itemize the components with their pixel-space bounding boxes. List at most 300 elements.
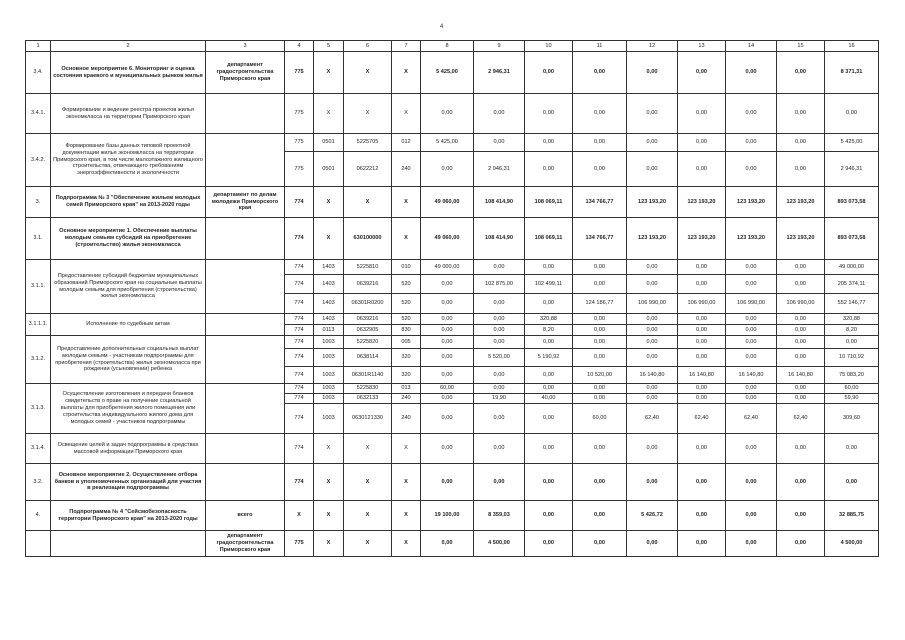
table-cell: 8 371,31 [825, 52, 879, 94]
table-cell: X [344, 187, 392, 218]
column-number-13: 13 [678, 41, 726, 52]
table-cell: 1403 [314, 260, 344, 275]
table-cell: 0,00 [474, 336, 525, 349]
table-cell: 1003 [314, 349, 344, 367]
table-cell: 0,00 [525, 152, 573, 187]
table-cell: 774 [285, 349, 314, 367]
table-cell: 0,00 [726, 464, 777, 501]
table-cell: 520 [392, 314, 421, 325]
table-cell: 4 500,00 [474, 531, 525, 557]
table-cell: 49 000,00 [421, 260, 474, 275]
table-cell: 0,00 [627, 94, 678, 134]
table-cell: X [392, 434, 421, 464]
table-cell: X [392, 501, 421, 531]
table-cell: 123 193,20 [726, 218, 777, 260]
table-cell: 0,00 [525, 434, 573, 464]
table-cell: 3.2. [26, 464, 51, 501]
table-cell: 0,00 [726, 260, 777, 275]
table-cell: 320,88 [825, 314, 879, 325]
table-cell: 320 [392, 349, 421, 367]
page-number: 4 [440, 24, 444, 30]
table-cell: 3.1. [26, 218, 51, 260]
table-cell: 0,00 [726, 501, 777, 531]
table-cell: 62,40 [678, 404, 726, 434]
table-cell: 0,00 [726, 314, 777, 325]
table-cell: 0,00 [777, 52, 825, 94]
table-cell: 013 [392, 384, 421, 394]
table-cell: 8,20 [525, 325, 573, 336]
table-cell: 16 140,80 [678, 367, 726, 384]
table-cell: 10 710,92 [825, 349, 879, 367]
table-cell: 0,00 [627, 314, 678, 325]
table-cell: 0,00 [525, 367, 573, 384]
table-cell: 4 500,00 [825, 531, 879, 557]
table-row [26, 260, 879, 275]
table-cell: Осуществление изготовления и передачи бланков свидетельств о праве на получение социальной выплаты для приобретения жилого помещения или строительства индивидуального жилого дома для молодых семей - участников подпрограммы [51, 384, 206, 434]
table-cell: 134 766,77 [573, 218, 627, 260]
table-cell: 0,00 [573, 394, 627, 404]
table-cell [206, 384, 285, 434]
table-cell: 59,90 [825, 394, 879, 404]
table-cell: X [344, 52, 392, 94]
table-cell: 0,00 [474, 367, 525, 384]
table-cell: 774 [285, 464, 314, 501]
table-cell: X [285, 501, 314, 531]
table-row [26, 531, 879, 557]
table-cell: X [392, 464, 421, 501]
table-cell: 0630121330 [344, 404, 392, 434]
table-cell: 0,00 [678, 531, 726, 557]
table-cell: 0,00 [777, 336, 825, 349]
table-cell: X [344, 94, 392, 134]
table-cell: 893 073,58 [825, 218, 879, 260]
table-cell: 10 520,00 [573, 367, 627, 384]
table-cell: 49 060,00 [421, 187, 474, 218]
column-number-15: 15 [777, 41, 825, 52]
table-cell: 320 [392, 367, 421, 384]
table-cell: 630100000 [344, 218, 392, 260]
table-cell: 0,00 [678, 94, 726, 134]
table-cell: 106 990,00 [627, 294, 678, 314]
table-cell: 0,00 [525, 134, 573, 152]
table-cell: 62,40 [777, 404, 825, 434]
table-cell: 0,00 [573, 275, 627, 294]
table-cell: X [392, 52, 421, 94]
table-cell: 0,00 [777, 325, 825, 336]
table-cell: X [344, 531, 392, 557]
table-cell: 0,00 [678, 434, 726, 464]
table-cell: 40,00 [525, 394, 573, 404]
table-cell: 0,00 [525, 384, 573, 394]
table-cell: 0,00 [678, 275, 726, 294]
table-cell: 0,00 [421, 349, 474, 367]
table-cell [206, 218, 285, 260]
table-cell: Основное мероприятие 1. Обеспечение выплаты молодым семьям субсидий на приобретение (строительство) жилья экономкласса [51, 218, 206, 260]
table-cell: 123 193,20 [678, 187, 726, 218]
table-cell: 0,00 [726, 152, 777, 187]
table-cell: 0,00 [474, 260, 525, 275]
table-cell: 0,00 [825, 336, 879, 349]
table-cell: 124 186,77 [573, 294, 627, 314]
table-cell: 0639216 [344, 275, 392, 294]
table-cell: 5 425,00 [421, 134, 474, 152]
column-number-2: 2 [51, 41, 206, 52]
table-cell: 0,00 [421, 325, 474, 336]
column-number-10: 10 [525, 41, 573, 52]
column-number-6: 6 [344, 41, 392, 52]
table-cell: 0,00 [627, 275, 678, 294]
table-cell: 775 [285, 152, 314, 187]
table-cell: 3. [26, 187, 51, 218]
table-cell: 5 190,92 [525, 349, 573, 367]
table-cell: Предоставление субсидий бюджетам муниципальных образований Приморского края на социальные выплаты молодым семьям для приобретения (строительства) жилья экономкласса [51, 260, 206, 314]
table-cell: 240 [392, 394, 421, 404]
table-cell [206, 464, 285, 501]
table-cell: 0,00 [573, 325, 627, 336]
table-row [26, 501, 879, 531]
table-cell: 0,00 [573, 434, 627, 464]
table-cell: 0,00 [777, 384, 825, 394]
table-cell: 0,00 [777, 152, 825, 187]
table-cell: 0,00 [474, 384, 525, 394]
table-cell: 0,00 [421, 336, 474, 349]
table-cell: 0,00 [525, 501, 573, 531]
column-number-4: 4 [285, 41, 314, 52]
table-cell: X [314, 531, 344, 557]
table-cell: 0,00 [573, 314, 627, 325]
table-cell: 102 499,11 [525, 275, 573, 294]
table-cell: X [392, 94, 421, 134]
table-cell: Формирование базы данных типовой проектной документации жилья экономкласса на территории Приморского края, в том числе малоэтажного жилищного строительства, отвечающего требованиям энергоэффективности и экологичности [51, 134, 206, 187]
table-cell: X [314, 464, 344, 501]
table-row [26, 94, 879, 134]
table-cell: 5 425,00 [825, 134, 879, 152]
table-cell: 0,00 [627, 349, 678, 367]
table-cell: 0,00 [777, 275, 825, 294]
table-cell: 005 [392, 336, 421, 349]
table-cell: 1403 [314, 314, 344, 325]
table-cell: 0,00 [573, 94, 627, 134]
table-cell: 3.1.2. [26, 336, 51, 384]
table-cell: 19 100,00 [421, 501, 474, 531]
table-cell: 49 000,00 [825, 260, 879, 275]
table-cell: 106 990,00 [777, 294, 825, 314]
table-cell: 2 946,31 [825, 152, 879, 187]
table-cell: 774 [285, 187, 314, 218]
table-cell: 0,00 [777, 394, 825, 404]
table-cell: 2 946,31 [474, 152, 525, 187]
table-cell: 0,00 [825, 94, 879, 134]
table-cell: 108 069,11 [525, 218, 573, 260]
column-number-9: 9 [474, 41, 525, 52]
table-cell: X [344, 434, 392, 464]
table-cell: 0,00 [525, 260, 573, 275]
table-cell: 0,00 [777, 501, 825, 531]
table-cell: 893 073,58 [825, 187, 879, 218]
table-cell: 06301R1140 [344, 367, 392, 384]
table-cell: 0,00 [573, 531, 627, 557]
table-cell: 0,00 [777, 260, 825, 275]
table-cell: 2 946,31 [474, 52, 525, 94]
table-cell: 5 520,00 [474, 349, 525, 367]
column-number-14: 14 [726, 41, 777, 52]
table-cell: 0,00 [627, 531, 678, 557]
table-cell: 0,00 [726, 384, 777, 394]
table-cell: 0,00 [777, 349, 825, 367]
table-header-row [26, 41, 879, 52]
column-number-3: 3 [206, 41, 285, 52]
table-cell: 4. [26, 501, 51, 531]
table-cell: 0632133 [344, 394, 392, 404]
table-cell: 0,00 [726, 349, 777, 367]
table-cell: 0,00 [573, 501, 627, 531]
table-cell: 0,00 [777, 314, 825, 325]
table-cell: 774 [285, 394, 314, 404]
table-cell: 0,00 [726, 531, 777, 557]
table-cell: 0,00 [726, 394, 777, 404]
table-cell: 3.4.2. [26, 134, 51, 187]
table-cell: 19,90 [474, 394, 525, 404]
table-cell: 0,00 [573, 349, 627, 367]
table-cell: 0,00 [474, 404, 525, 434]
table-cell: 0,00 [678, 384, 726, 394]
table-cell: 774 [285, 384, 314, 394]
table-cell: 012 [392, 134, 421, 152]
table-cell: 0113 [314, 325, 344, 336]
table-cell: 5225705 [344, 134, 392, 152]
table-cell: 108 414,90 [474, 218, 525, 260]
table-cell: 3.4.1. [26, 94, 51, 134]
table-cell: X [314, 501, 344, 531]
table-cell: департамент по делам молодежи Приморского края [206, 187, 285, 218]
table-cell: 16 140,80 [726, 367, 777, 384]
table-cell: 0,00 [573, 336, 627, 349]
table-cell: 0,00 [678, 325, 726, 336]
table-cell: 0,00 [777, 434, 825, 464]
table-cell: 0,00 [474, 294, 525, 314]
column-number-11: 11 [573, 41, 627, 52]
table-cell: 134 766,77 [573, 187, 627, 218]
table-row [26, 52, 879, 94]
table-cell [206, 434, 285, 464]
table-cell: 520 [392, 294, 421, 314]
table-cell: X [314, 52, 344, 94]
table-cell: 309,60 [825, 404, 879, 434]
table-cell: 0,00 [474, 434, 525, 464]
table-cell: 0,00 [627, 434, 678, 464]
table-cell: 5225810 [344, 260, 392, 275]
table-cell: 775 [285, 134, 314, 152]
table-cell: Подпрограмма № 4 "Сейсмобезопасность территории Приморского края" на 2013-2020 годы [51, 501, 206, 531]
table-cell: 0,00 [678, 134, 726, 152]
table-cell: 0,00 [525, 531, 573, 557]
table-row [26, 384, 879, 394]
table-cell: 123 193,20 [777, 187, 825, 218]
table-cell: 0,00 [777, 464, 825, 501]
table-cell: 774 [285, 260, 314, 275]
table-cell: 5 425,00 [421, 52, 474, 94]
table-cell: 0,00 [421, 367, 474, 384]
table-cell: 0632905 [344, 325, 392, 336]
table-cell [206, 134, 285, 187]
table-cell: Исполнение по судебным актам [51, 314, 206, 336]
table-cell: 240 [392, 152, 421, 187]
table-cell: 8 359,03 [474, 501, 525, 531]
table-cell: 0,00 [627, 384, 678, 394]
table-cell: 3.1.1.1. [26, 314, 51, 336]
table-cell: 3.1.1. [26, 260, 51, 314]
table-cell: 0,00 [525, 94, 573, 134]
table-cell: 0,00 [726, 336, 777, 349]
table-cell: 0,00 [627, 464, 678, 501]
table-cell [206, 260, 285, 314]
table-cell: 16 140,80 [777, 367, 825, 384]
table-cell: X [344, 464, 392, 501]
table-cell: Основное мероприятие 6. Мониторинг и оценка состояния краевого и муниципальных рынков жилья [51, 52, 206, 94]
table-cell: 774 [285, 325, 314, 336]
table-cell: 0,00 [726, 434, 777, 464]
table-cell: 0501 [314, 152, 344, 187]
table-cell: 0622212 [344, 152, 392, 187]
table-cell: 1003 [314, 384, 344, 394]
table-cell: 0,00 [573, 152, 627, 187]
table-cell: 0,00 [421, 314, 474, 325]
table-cell: 0,00 [525, 404, 573, 434]
table-cell: 0,00 [474, 314, 525, 325]
table-cell: 0,00 [726, 94, 777, 134]
table-cell: 774 [285, 314, 314, 325]
table-cell: 0,00 [421, 94, 474, 134]
table-cell: 123 193,20 [678, 218, 726, 260]
table-cell: 0,00 [825, 464, 879, 501]
table-cell: 0,00 [421, 394, 474, 404]
table-cell: 1003 [314, 367, 344, 384]
table-cell: 123 193,20 [627, 187, 678, 218]
table-cell: 774 [285, 367, 314, 384]
table-cell: 0,00 [627, 152, 678, 187]
table-cell: X [314, 218, 344, 260]
table-cell: 0,00 [627, 134, 678, 152]
table-cell: 3.1.3. [26, 384, 51, 434]
table-cell: 0,00 [678, 336, 726, 349]
table-cell: 16 140,80 [627, 367, 678, 384]
table-cell: 0638114 [344, 349, 392, 367]
table-row [26, 434, 879, 464]
table-cell: 774 [285, 404, 314, 434]
table-cell: 0,00 [421, 531, 474, 557]
table-cell: 0,00 [627, 325, 678, 336]
table-cell: Предоставление дополнительных социальных выплат молодым семьям - участникам подпрограммы для приобретения (строительства) жилья экономкласса при рождении (усыновлении) ребенка [51, 336, 206, 384]
table-cell: 3.1.4. [26, 434, 51, 464]
table-cell: 0,00 [573, 260, 627, 275]
table-row [26, 187, 879, 218]
table-cell: 010 [392, 260, 421, 275]
table-cell: 774 [285, 294, 314, 314]
table-cell: 774 [285, 336, 314, 349]
column-number-1: 1 [26, 41, 51, 52]
table-cell: 0,00 [678, 501, 726, 531]
table-cell: 830 [392, 325, 421, 336]
table-cell: 1003 [314, 394, 344, 404]
table-cell [206, 314, 285, 336]
column-number-8: 8 [421, 41, 474, 52]
table-cell: 75 083,20 [825, 367, 879, 384]
table-cell: 0,00 [525, 294, 573, 314]
table-cell: департамент градостроительства Приморского края [206, 52, 285, 94]
table-cell: департамент градостроительства Приморского края [206, 531, 285, 557]
table-cell: 552 146,77 [825, 294, 879, 314]
table-cell: 0,00 [421, 275, 474, 294]
budget-table [25, 40, 879, 557]
table-cell: 520 [392, 275, 421, 294]
table-cell: 108 414,90 [474, 187, 525, 218]
table-cell: 0,00 [421, 434, 474, 464]
table-cell: 0,00 [678, 349, 726, 367]
table-cell: 0,00 [474, 325, 525, 336]
table-cell: 0,00 [825, 434, 879, 464]
table-cell: X [392, 218, 421, 260]
table-cell: 06301R0200 [344, 294, 392, 314]
table-cell: 775 [285, 94, 314, 134]
table-cell: 60,00 [573, 404, 627, 434]
table-cell: 102 875,00 [474, 275, 525, 294]
table-row [26, 336, 879, 349]
table-cell: 60,00 [421, 384, 474, 394]
table-cell: 0,00 [726, 52, 777, 94]
table-cell: 0,00 [421, 404, 474, 434]
table-cell: 0,00 [573, 464, 627, 501]
table-cell: 0,00 [678, 260, 726, 275]
table-cell: X [314, 187, 344, 218]
table-cell: 123 193,20 [627, 218, 678, 260]
table-cell: 0,00 [726, 134, 777, 152]
table-cell: 0,00 [474, 94, 525, 134]
table-cell: 1003 [314, 404, 344, 434]
table-cell: 774 [285, 434, 314, 464]
table-cell: 0,00 [777, 531, 825, 557]
table-cell: 0,00 [678, 152, 726, 187]
table-cell: 5225830 [344, 384, 392, 394]
table-cell: 49 060,00 [421, 218, 474, 260]
table-cell: 108 069,11 [525, 187, 573, 218]
table-cell: 775 [285, 531, 314, 557]
table-cell: 106 990,00 [678, 294, 726, 314]
table-cell: 0,00 [525, 464, 573, 501]
table-cell: 0,00 [573, 384, 627, 394]
table-cell: 0639216 [344, 314, 392, 325]
table-cell: 0,00 [777, 94, 825, 134]
table-cell: 0,00 [627, 336, 678, 349]
table-row [26, 218, 879, 260]
table-cell: 3.4. [26, 52, 51, 94]
table-cell [206, 94, 285, 134]
table-cell: 320,88 [525, 314, 573, 325]
table-cell: X [314, 434, 344, 464]
table-cell: 123 193,20 [777, 218, 825, 260]
table-cell: 62,40 [726, 404, 777, 434]
table-cell: 0,00 [525, 52, 573, 94]
table-row [26, 134, 879, 152]
table-cell: Основное мероприятие 2. Осуществление отбора банков и уполномоченных организаций для участия в реализации подпрограммы [51, 464, 206, 501]
table-cell: 1403 [314, 275, 344, 294]
table-cell: 0,00 [627, 394, 678, 404]
table-cell: 1403 [314, 294, 344, 314]
table-cell: 205 374,11 [825, 275, 879, 294]
table-cell: 0,00 [421, 464, 474, 501]
table-cell: 0501 [314, 134, 344, 152]
table-cell: 106 990,00 [726, 294, 777, 314]
table-cell: 60,00 [825, 384, 879, 394]
